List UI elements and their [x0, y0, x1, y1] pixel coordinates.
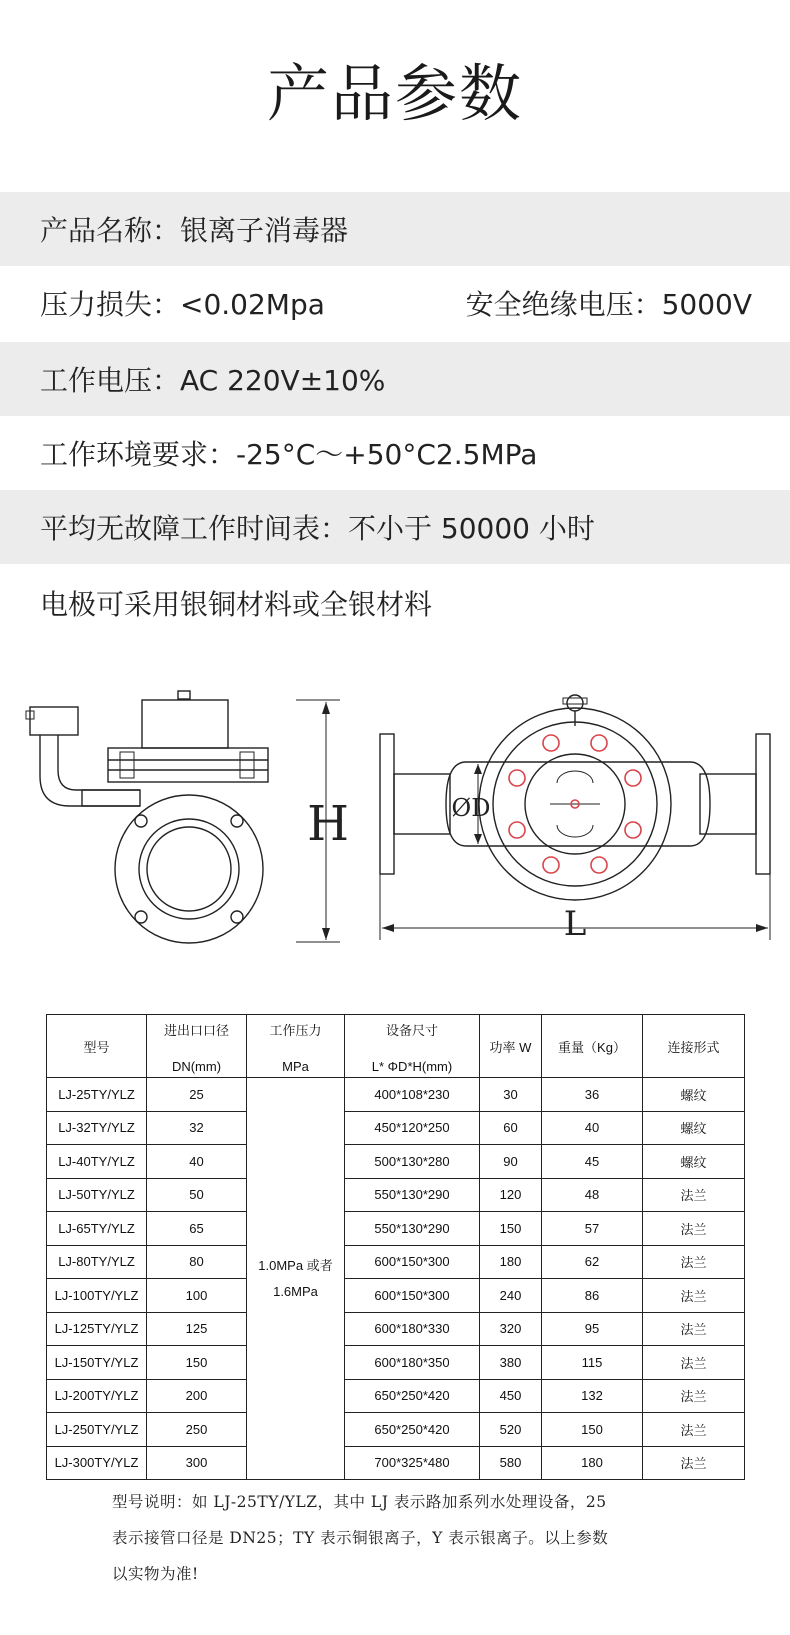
cell-weight: 115	[542, 1346, 643, 1380]
technical-drawing	[0, 676, 790, 956]
cell-size: 600*150*300	[345, 1279, 480, 1313]
note-line: 表示接管口径是 DN25；TY 表示铜银离子，Y 表示银离子。以上参数	[112, 1529, 609, 1547]
height-label: H	[307, 796, 349, 852]
table-row	[47, 1145, 745, 1179]
param-row-pressure-loss	[0, 266, 790, 340]
cell-weight: 150	[542, 1413, 643, 1447]
cell-connection: 法兰	[643, 1312, 745, 1346]
cell-pressure-merged: 1.0MPa 或者 1.6MPa	[247, 1078, 345, 1480]
cell-model: LJ-50TY/YLZ	[47, 1178, 147, 1212]
cell-weight: 40	[542, 1111, 643, 1145]
table-row	[47, 1413, 745, 1447]
header-dn: 进出口口径 DN(mm)	[147, 1015, 247, 1078]
param-row-electrode	[0, 566, 790, 640]
header-model: 型号	[47, 1015, 147, 1078]
cell-model: LJ-65TY/YLZ	[47, 1212, 147, 1246]
cell-power: 180	[480, 1245, 542, 1279]
cell-power: 320	[480, 1312, 542, 1346]
table-row	[47, 1111, 745, 1145]
cell-connection: 法兰	[643, 1279, 745, 1313]
table-row	[47, 1346, 745, 1380]
cell-weight: 86	[542, 1279, 643, 1313]
cell-power: 580	[480, 1446, 542, 1480]
param-text: 工作环境要求：-25°C～+50°C2.5MPa	[40, 438, 538, 471]
cell-connection: 螺纹	[643, 1145, 745, 1179]
note-line: 以实物为准!	[112, 1565, 199, 1583]
table-row	[47, 1446, 745, 1480]
cell-dn: 150	[147, 1346, 247, 1380]
cell-dn: 125	[147, 1312, 247, 1346]
side-view	[26, 691, 340, 943]
cell-power: 30	[480, 1078, 542, 1112]
cell-size: 550*130*290	[345, 1178, 480, 1212]
cell-model: LJ-150TY/YLZ	[47, 1346, 147, 1380]
cell-model: LJ-100TY/YLZ	[47, 1279, 147, 1313]
cell-connection: 螺纹	[643, 1078, 745, 1112]
cell-model: LJ-200TY/YLZ	[47, 1379, 147, 1413]
cell-connection: 法兰	[643, 1178, 745, 1212]
cell-power: 90	[480, 1145, 542, 1179]
table-row	[47, 1279, 745, 1313]
cell-power: 120	[480, 1178, 542, 1212]
cell-size: 650*250*420	[345, 1379, 480, 1413]
param-text: 平均无故障工作时间表：不小于 50000 小时	[40, 512, 595, 545]
cell-weight: 48	[542, 1178, 643, 1212]
length-label: L	[563, 904, 587, 944]
cell-size: 600*150*300	[345, 1245, 480, 1279]
header-power: 功率 W	[480, 1015, 542, 1078]
cell-weight: 180	[542, 1446, 643, 1480]
cell-dn: 40	[147, 1145, 247, 1179]
table-row	[47, 1379, 745, 1413]
cell-power: 450	[480, 1379, 542, 1413]
cell-weight: 132	[542, 1379, 643, 1413]
cell-dn: 80	[147, 1245, 247, 1279]
header-pressure: 工作压力 MPa	[247, 1015, 345, 1078]
cell-model: LJ-32TY/YLZ	[47, 1111, 147, 1145]
cell-connection: 法兰	[643, 1446, 745, 1480]
cell-size: 400*108*230	[345, 1078, 480, 1112]
cell-connection: 螺纹	[643, 1111, 745, 1145]
cell-size: 450*120*250	[345, 1111, 480, 1145]
diameter-label: ØD	[451, 794, 491, 822]
cell-power: 240	[480, 1279, 542, 1313]
cell-weight: 57	[542, 1212, 643, 1246]
header-size: 设备尺寸 L* ΦD*H(mm)	[345, 1015, 480, 1078]
cell-connection: 法兰	[643, 1245, 745, 1279]
table-header-row	[47, 1015, 745, 1078]
cell-power: 60	[480, 1111, 542, 1145]
cell-power: 150	[480, 1212, 542, 1246]
cell-connection: 法兰	[643, 1212, 745, 1246]
header-weight: 重量（Kg）	[542, 1015, 643, 1078]
header-connection: 连接形式	[643, 1015, 745, 1078]
cell-size: 600*180*330	[345, 1312, 480, 1346]
cell-model: LJ-125TY/YLZ	[47, 1312, 147, 1346]
table-row	[47, 1078, 745, 1112]
cell-size: 600*180*350	[345, 1346, 480, 1380]
cell-dn: 100	[147, 1279, 247, 1313]
cell-weight: 95	[542, 1312, 643, 1346]
note-line: 型号说明：如 LJ-25TY/YLZ，其中 LJ 表示路加系列水处理设备，25	[112, 1493, 607, 1511]
cell-connection: 法兰	[643, 1379, 745, 1413]
table-row	[47, 1245, 745, 1279]
cell-model: LJ-250TY/YLZ	[47, 1413, 147, 1447]
cell-dn: 200	[147, 1379, 247, 1413]
cell-weight: 62	[542, 1245, 643, 1279]
cell-dn: 250	[147, 1413, 247, 1447]
table-row	[47, 1212, 745, 1246]
table-row	[47, 1178, 745, 1212]
param-text: 产品名称：银离子消毒器	[40, 214, 349, 247]
param-text: 电极可采用银铜材料或全银材料	[40, 588, 433, 621]
param-text: 工作电压：AC 220V±10%	[40, 364, 386, 397]
cell-model: LJ-25TY/YLZ	[47, 1078, 147, 1112]
cell-dn: 65	[147, 1212, 247, 1246]
cell-model: LJ-80TY/YLZ	[47, 1245, 147, 1279]
cell-power: 520	[480, 1413, 542, 1447]
cell-dn: 50	[147, 1178, 247, 1212]
cell-weight: 36	[542, 1078, 643, 1112]
model-note	[112, 1484, 672, 1592]
cell-size: 700*325*480	[345, 1446, 480, 1480]
cell-size: 550*130*290	[345, 1212, 480, 1246]
cell-model: LJ-40TY/YLZ	[47, 1145, 147, 1179]
param-row-voltage	[0, 342, 790, 416]
cell-power: 380	[480, 1346, 542, 1380]
table-row	[47, 1312, 745, 1346]
cell-model: LJ-300TY/YLZ	[47, 1446, 147, 1480]
param-text-insulation: 安全绝缘电压：5000V	[465, 288, 752, 321]
cell-dn: 32	[147, 1111, 247, 1145]
cell-weight: 45	[542, 1145, 643, 1179]
param-row-product-name	[0, 192, 790, 266]
page-title: 产品参数	[266, 57, 523, 130]
cell-size: 650*250*420	[345, 1413, 480, 1447]
cell-dn: 300	[147, 1446, 247, 1480]
cell-connection: 法兰	[643, 1413, 745, 1447]
param-row-environment	[0, 416, 790, 490]
param-text: 压力损失：<0.02Mpa	[40, 288, 325, 321]
spec-table	[46, 1014, 745, 1480]
cell-size: 500*130*280	[345, 1145, 480, 1179]
param-row-mtbf	[0, 490, 790, 564]
cell-dn: 25	[147, 1078, 247, 1112]
cell-connection: 法兰	[643, 1346, 745, 1380]
